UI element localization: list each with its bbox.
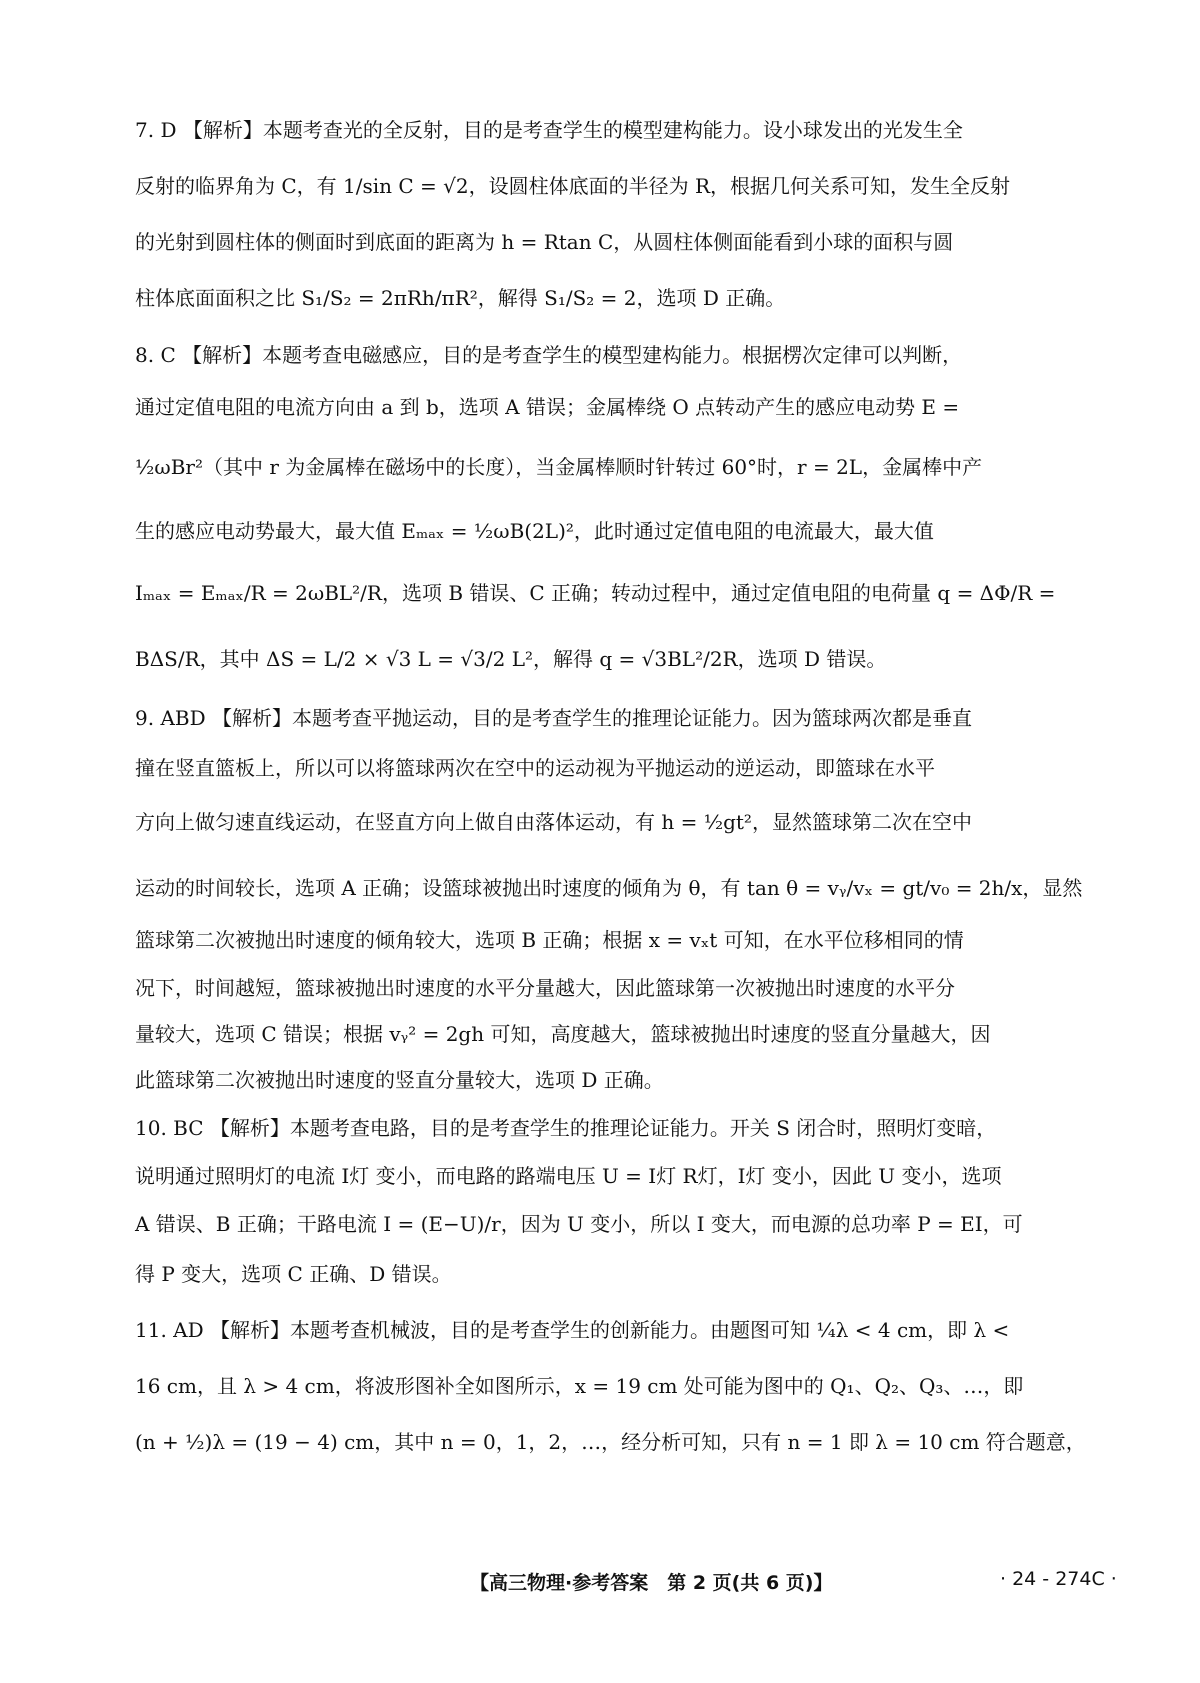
answer-10-line: 得 P 变大，选项 C 正确、D 错误。: [135, 1262, 452, 1286]
answer-9-line: 9. ABD 【解析】本题考查平抛运动，目的是考查学生的推理论证能力。因为篮球两次都是垂直: [135, 706, 972, 730]
answer-8-line: 生的感应电动势最大，最大值 Eₘₐₓ = ½ωB(2L)²，此时通过定值电阻的电流最大，最大值: [135, 519, 934, 543]
answer-10-line: 说明通过照明灯的电流 I灯 变小，而电路的路端电压 U = I灯 R灯，I灯 变小，因此 U 变小，选项: [135, 1164, 1002, 1188]
answer-9-line: 况下，时间越短，篮球被抛出时速度的水平分量越大，因此篮球第一次被抛出时速度的水平分: [135, 976, 955, 1000]
footer-title: 【高三物理·参考答案 第 2 页(共 6 页)】: [470, 1572, 833, 1594]
answer-7-line: 的光射到圆柱体的侧面时到底面的距离为 h = Rtan C，从圆柱体侧面能看到小球的面积与圆: [135, 230, 954, 254]
answer-8-line: ½ωBr²（其中 r 为金属棒在磁场中的长度），当金属棒顺时针转过 60°时，r = 2L，金属棒中产: [135, 455, 983, 479]
answer-8-line: 8. C 【解析】本题考查电磁感应，目的是考查学生的模型建构能力。根据楞次定律可以判断，: [135, 343, 963, 367]
answer-9-line: 方向上做匀速直线运动，在竖直方向上做自由落体运动，有 h = ½gt²，显然篮球第二次在空中: [135, 810, 972, 834]
answer-8-line: 通过定值电阻的电流方向由 a 到 b，选项 A 错误；金属棒绕 O 点转动产生的感应电动势 E =: [135, 395, 960, 419]
answer-10-line: 10. BC 【解析】本题考查电路，目的是考查学生的推理论证能力。开关 S 闭合时，照明灯变暗，: [135, 1116, 997, 1140]
answer-7-line: 柱体底面面积之比 S₁/S₂ = 2πRh/πR²，解得 S₁/S₂ = 2，选项 D 正确。: [135, 286, 786, 310]
answer-9-line: 此篮球第二次被抛出时速度的竖直分量较大，选项 D 正确。: [135, 1068, 664, 1092]
answer-11-line: 11. AD 【解析】本题考查机械波，目的是考查学生的创新能力。由题图可知 ¼λ < 4 cm，即 λ <: [135, 1318, 1010, 1342]
answer-7-line: 7. D 【解析】本题考查光的全反射，目的是考查学生的模型建构能力。设小球发出的光发生全: [135, 118, 963, 142]
answer-9-line: 运动的时间较长，选项 A 正确；设篮球被抛出时速度的倾角为 θ，有 tan θ = vᵧ/vₓ = gt/v₀ = 2h/x，显然: [135, 876, 1083, 900]
answer-8-line: BΔS/R，其中 ΔS = L/2 × √3 L = √3/2 L²，解得 q = √3BL²/2R，选项 D 错误。: [135, 647, 887, 671]
footer-code: · 24 - 274C ·: [1000, 1568, 1117, 1590]
answer-10-line: A 错误、B 正确；干路电流 I = (E−U)/r，因为 U 变小，所以 I 变大，而电源的总功率 P = EI，可: [135, 1212, 1023, 1236]
answer-11-line: 16 cm，且 λ > 4 cm，将波形图补全如图所示，x = 19 cm 处可能为图中的 Q₁、Q₂、Q₃、…，即: [135, 1374, 1024, 1398]
answer-11-line: (n + ½)λ = (19 − 4) cm，其中 n = 0，1，2，…，经分析可知，只有 n = 1 即 λ = 10 cm 符合题意，: [135, 1430, 1086, 1454]
answer-9-line: 篮球第二次被抛出时速度的倾角较大，选项 B 正确；根据 x = vₓt 可知，在水平位移相同的情: [135, 928, 964, 952]
answer-9-line: 撞在竖直篮板上，所以可以将篮球两次在空中的运动视为平抛运动的逆运动，即篮球在水平: [135, 756, 935, 780]
answer-8-line: Iₘₐₓ = Eₘₐₓ/R = 2ωBL²/R，选项 B 错误、C 正确；转动过程中，通过定值电阻的电荷量 q = ΔΦ/R =: [135, 581, 1056, 605]
answer-9-line: 量较大，选项 C 错误；根据 vᵧ² = 2gh 可知，高度越大，篮球被抛出时速度的竖直分量越大，因: [135, 1022, 991, 1046]
answer-7-line: 反射的临界角为 C，有 1/sin C = √2，设圆柱体底面的半径为 R，根据几何关系可知，发生全反射: [135, 174, 1011, 198]
